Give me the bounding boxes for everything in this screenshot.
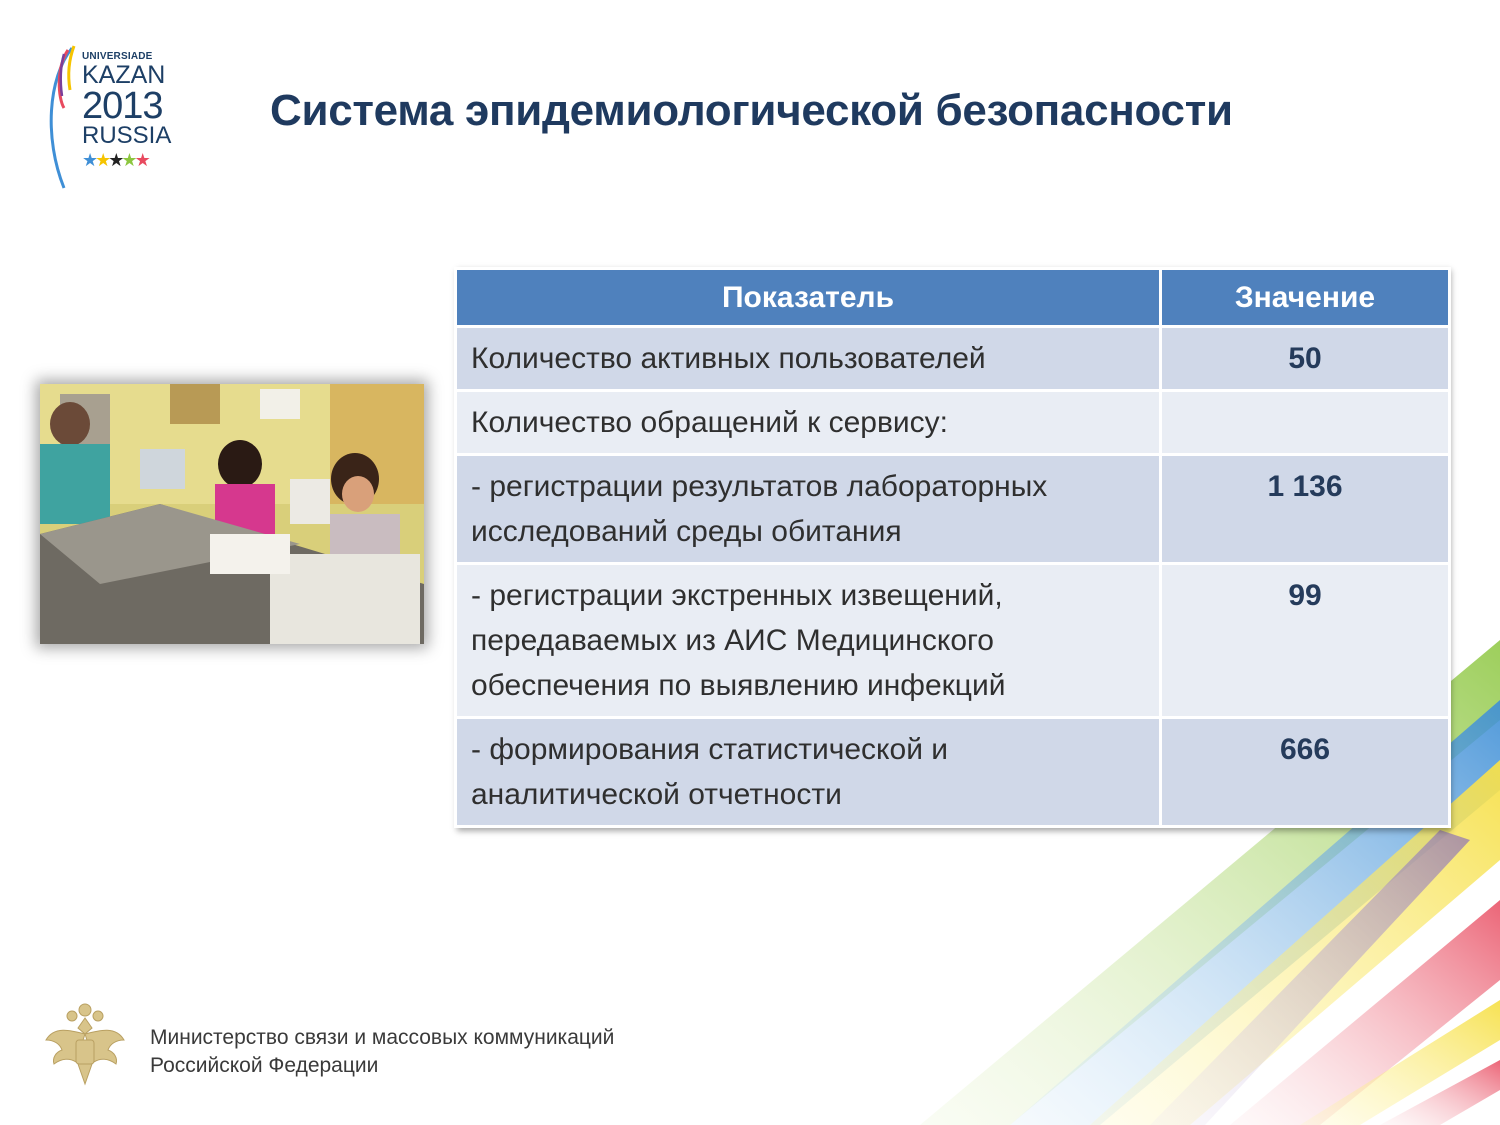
row-label: - регистрации экстренных извещений, передаваемых из АИС Медицинского обеспечения по выявлению инфекций [456, 564, 1161, 718]
row-value: 99 [1161, 564, 1450, 718]
table-row [456, 564, 1450, 718]
row-value: 50 [1161, 327, 1450, 391]
row-value: 666 [1161, 718, 1450, 827]
row-label: - формирования статистической и аналитической отчетности [456, 718, 1161, 827]
row-label: - регистрации результатов лабораторных исследований среды обитания [456, 455, 1161, 564]
ministry-name-line1: Министерство связи и массовых коммуникаций [150, 1026, 615, 1049]
table-row [456, 327, 1450, 391]
logo-kazan-text: KAZAN [82, 61, 166, 89]
page-title: Система эпидемиологической безопасности [270, 86, 1233, 135]
column-header-value: Значение [1161, 269, 1450, 327]
logo-stars-icon: ★★★★★ [82, 150, 148, 170]
ministry-footer [40, 1000, 640, 1090]
row-value [1161, 391, 1450, 455]
row-label: Количество активных пользователей [456, 327, 1161, 391]
table-row [456, 455, 1450, 564]
indicators-table [454, 267, 1448, 828]
logo-russia-text: RUSSIA [82, 122, 172, 149]
universiade-logo [38, 38, 178, 198]
office-photo [40, 384, 424, 644]
table-row [456, 718, 1450, 827]
table-header-row [456, 269, 1450, 327]
row-label: Количество обращений к сервису: [456, 391, 1161, 455]
row-value: 1 136 [1161, 455, 1450, 564]
column-header-indicator: Показатель [456, 269, 1161, 327]
logo-year-text: 2013 [82, 85, 163, 127]
table-row [456, 391, 1450, 455]
coat-of-arms-icon [40, 1000, 130, 1090]
ministry-name-line2: Российской Федерации [150, 1054, 379, 1077]
logo-universiade-text: UNIVERSIADE [82, 51, 153, 62]
